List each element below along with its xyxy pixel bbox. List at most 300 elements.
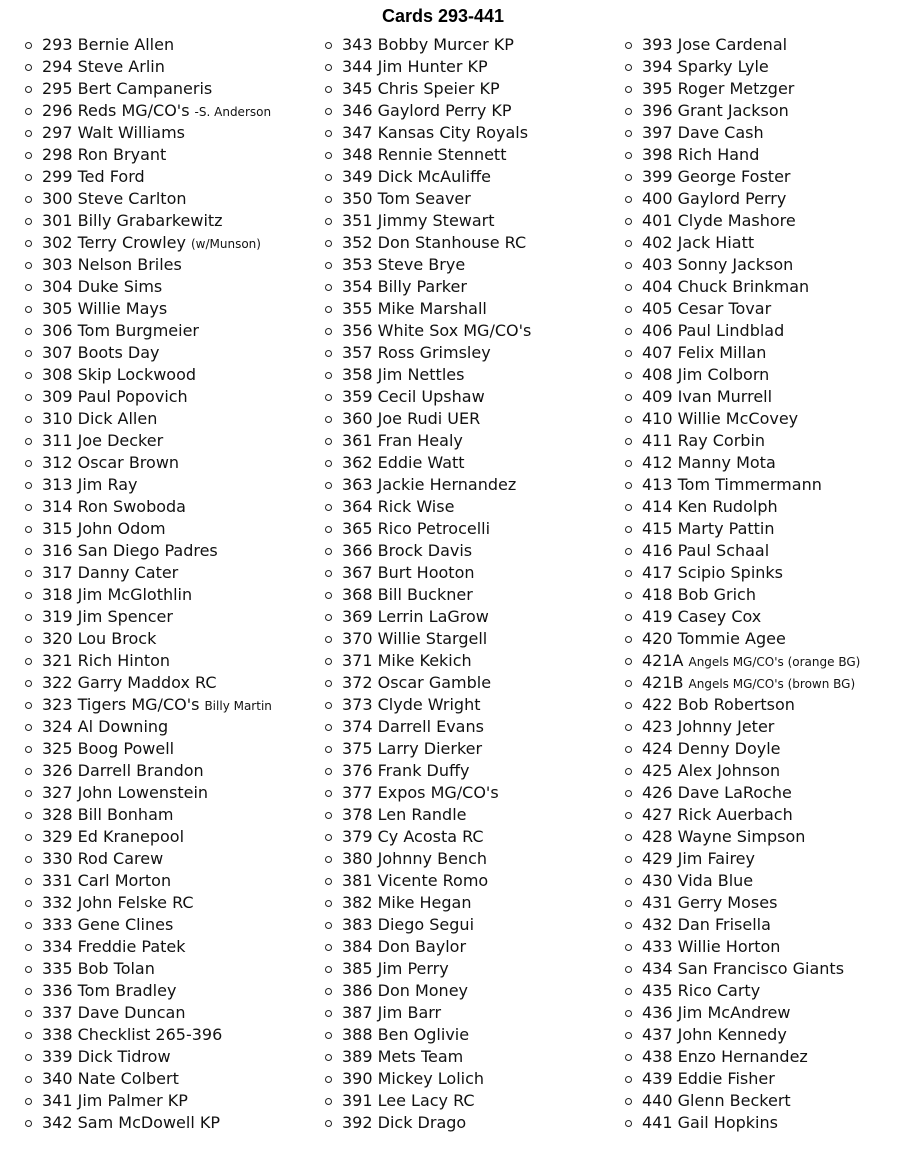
circle-bullet-icon	[625, 922, 632, 929]
card-label: 381 Vicente Romo	[342, 871, 489, 890]
card-label: 323 Tigers MG/CO's	[42, 695, 200, 714]
circle-bullet-icon	[625, 1032, 632, 1039]
card-note: Angels MG/CO's (orange BG)	[688, 655, 861, 669]
circle-bullet-icon	[625, 878, 632, 885]
card-list-item	[622, 430, 860, 452]
card-list-item	[22, 540, 272, 562]
circle-bullet-icon	[25, 64, 32, 71]
card-label: 344 Jim Hunter KP	[342, 57, 488, 76]
card-label: 321 Rich Hinton	[42, 651, 171, 670]
circle-bullet-icon	[25, 460, 32, 467]
card-list-item	[22, 650, 272, 672]
circle-bullet-icon	[625, 790, 632, 797]
circle-bullet-icon	[325, 988, 332, 995]
card-label: 362 Eddie Watt	[342, 453, 465, 472]
card-list-item	[322, 386, 531, 408]
card-list-item	[322, 408, 531, 430]
card-label: 335 Bob Tolan	[42, 959, 155, 978]
circle-bullet-icon	[625, 152, 632, 159]
circle-bullet-icon	[325, 504, 332, 511]
circle-bullet-icon	[625, 328, 632, 335]
circle-bullet-icon	[325, 1098, 332, 1105]
card-list-item	[22, 760, 272, 782]
circle-bullet-icon	[625, 86, 632, 93]
circle-bullet-icon	[625, 1010, 632, 1017]
card-label: 391 Lee Lacy RC	[342, 1091, 475, 1110]
card-label: 388 Ben Oglivie	[342, 1025, 470, 1044]
circle-bullet-icon	[325, 878, 332, 885]
card-list-column-2	[322, 34, 531, 1134]
card-label: 352 Don Stanhouse RC	[342, 233, 527, 252]
card-label: 348 Rennie Stennett	[342, 145, 507, 164]
card-label: 307 Boots Day	[42, 343, 160, 362]
card-list-item	[322, 430, 531, 452]
circle-bullet-icon	[625, 284, 632, 291]
card-list-item	[22, 342, 272, 364]
circle-bullet-icon	[625, 944, 632, 951]
circle-bullet-icon	[25, 174, 32, 181]
card-label: 396 Grant Jackson	[642, 101, 789, 120]
card-label: 353 Steve Brye	[342, 255, 466, 274]
card-label: 421B	[642, 673, 684, 692]
card-list-item	[622, 210, 860, 232]
card-list-item	[22, 298, 272, 320]
circle-bullet-icon	[625, 724, 632, 731]
circle-bullet-icon	[625, 42, 632, 49]
card-list-item	[322, 78, 531, 100]
circle-bullet-icon	[25, 1032, 32, 1039]
card-list-item	[622, 716, 860, 738]
card-list-item	[622, 826, 860, 848]
card-list-item	[22, 78, 272, 100]
card-list-item	[322, 782, 531, 804]
card-label: 320 Lou Brock	[42, 629, 157, 648]
card-label: 314 Ron Swoboda	[42, 497, 186, 516]
card-label: 351 Jimmy Stewart	[342, 211, 495, 230]
card-label: 303 Nelson Briles	[42, 255, 182, 274]
card-list-item	[22, 122, 272, 144]
circle-bullet-icon	[25, 1120, 32, 1127]
card-list-item	[22, 320, 272, 342]
circle-bullet-icon	[625, 504, 632, 511]
card-label: 318 Jim McGlothlin	[42, 585, 193, 604]
card-list-item	[22, 56, 272, 78]
circle-bullet-icon	[625, 548, 632, 555]
circle-bullet-icon	[25, 944, 32, 951]
card-list-item	[622, 1046, 860, 1068]
circle-bullet-icon	[25, 900, 32, 907]
card-list-item	[322, 232, 531, 254]
circle-bullet-icon	[25, 966, 32, 973]
card-label: 364 Rick Wise	[342, 497, 455, 516]
card-label: 433 Willie Horton	[642, 937, 781, 956]
card-label: 438 Enzo Hernandez	[642, 1047, 808, 1066]
circle-bullet-icon	[325, 680, 332, 687]
circle-bullet-icon	[625, 64, 632, 71]
card-list-item	[22, 430, 272, 452]
circle-bullet-icon	[25, 680, 32, 687]
circle-bullet-icon	[325, 570, 332, 577]
card-list-item	[22, 804, 272, 826]
circle-bullet-icon	[325, 636, 332, 643]
card-label: 296 Reds MG/CO's	[42, 101, 190, 120]
card-label: 419 Casey Cox	[642, 607, 762, 626]
circle-bullet-icon	[25, 108, 32, 115]
card-label: 437 John Kennedy	[642, 1025, 787, 1044]
circle-bullet-icon	[625, 636, 632, 643]
card-label: 398 Rich Hand	[642, 145, 760, 164]
card-label: 392 Dick Drago	[342, 1113, 467, 1132]
card-list-item	[622, 232, 860, 254]
circle-bullet-icon	[625, 966, 632, 973]
circle-bullet-icon	[25, 658, 32, 665]
circle-bullet-icon	[325, 262, 332, 269]
card-label: 295 Bert Campaneris	[42, 79, 213, 98]
card-list-item	[322, 122, 531, 144]
card-label: 413 Tom Timmermann	[642, 475, 822, 494]
card-list-item	[22, 474, 272, 496]
circle-bullet-icon	[625, 900, 632, 907]
card-label: 426 Dave LaRoche	[642, 783, 792, 802]
circle-bullet-icon	[25, 790, 32, 797]
circle-bullet-icon	[325, 900, 332, 907]
circle-bullet-icon	[325, 790, 332, 797]
card-list-item	[622, 1068, 860, 1090]
card-list-item	[22, 892, 272, 914]
circle-bullet-icon	[625, 416, 632, 423]
circle-bullet-icon	[325, 240, 332, 247]
card-label: 403 Sonny Jackson	[642, 255, 794, 274]
card-label: 317 Danny Cater	[42, 563, 179, 582]
circle-bullet-icon	[625, 812, 632, 819]
card-list-item	[22, 100, 272, 122]
card-label: 328 Bill Bonham	[42, 805, 174, 824]
card-label: 310 Dick Allen	[42, 409, 158, 428]
card-label: 389 Mets Team	[342, 1047, 464, 1066]
card-list-item	[622, 342, 860, 364]
circle-bullet-icon	[325, 64, 332, 71]
circle-bullet-icon	[325, 834, 332, 841]
circle-bullet-icon	[25, 504, 32, 511]
card-list-item	[322, 672, 531, 694]
card-label: 309 Paul Popovich	[42, 387, 188, 406]
card-list-item	[22, 34, 272, 56]
circle-bullet-icon	[25, 372, 32, 379]
circle-bullet-icon	[325, 1120, 332, 1127]
circle-bullet-icon	[625, 570, 632, 577]
card-list-item	[622, 628, 860, 650]
card-list-item	[322, 562, 531, 584]
card-list-item	[322, 56, 531, 78]
card-list-item	[622, 672, 860, 694]
card-label: 330 Rod Carew	[42, 849, 164, 868]
card-list-item	[22, 518, 272, 540]
card-list-item	[22, 848, 272, 870]
circle-bullet-icon	[625, 460, 632, 467]
card-list-item	[622, 144, 860, 166]
card-list-item	[622, 936, 860, 958]
card-list-column-1	[22, 34, 272, 1134]
card-label: 359 Cecil Upshaw	[342, 387, 485, 406]
card-label: 421A	[642, 651, 684, 670]
card-list-item	[322, 694, 531, 716]
card-label: 298 Ron Bryant	[42, 145, 167, 164]
card-label: 440 Glenn Beckert	[642, 1091, 791, 1110]
circle-bullet-icon	[25, 152, 32, 159]
card-label: 436 Jim McAndrew	[642, 1003, 791, 1022]
card-list-item	[622, 958, 860, 980]
card-list-item	[622, 980, 860, 1002]
card-label: 390 Mickey Lolich	[342, 1069, 485, 1088]
card-list-item	[622, 386, 860, 408]
card-list-item	[22, 672, 272, 694]
card-label: 336 Tom Bradley	[42, 981, 177, 1000]
card-list-item	[22, 936, 272, 958]
card-list-item	[22, 1002, 272, 1024]
card-list-item	[322, 1068, 531, 1090]
circle-bullet-icon	[25, 746, 32, 753]
card-list-item	[322, 936, 531, 958]
card-list-item	[322, 870, 531, 892]
card-list-item	[622, 694, 860, 716]
circle-bullet-icon	[25, 86, 32, 93]
card-list-item	[322, 826, 531, 848]
card-list-item	[22, 584, 272, 606]
card-label: 428 Wayne Simpson	[642, 827, 806, 846]
circle-bullet-icon	[325, 856, 332, 863]
circle-bullet-icon	[325, 174, 332, 181]
card-list-item	[622, 78, 860, 100]
circle-bullet-icon	[25, 1054, 32, 1061]
circle-bullet-icon	[25, 350, 32, 357]
card-list-item	[622, 650, 860, 672]
card-label: 383 Diego Segui	[342, 915, 475, 934]
card-list-item	[622, 254, 860, 276]
card-label: 329 Ed Kranepool	[42, 827, 185, 846]
circle-bullet-icon	[625, 856, 632, 863]
card-list-item	[622, 782, 860, 804]
card-list-item	[322, 848, 531, 870]
circle-bullet-icon	[325, 130, 332, 137]
card-list-item	[22, 1046, 272, 1068]
card-list-item	[322, 276, 531, 298]
card-label: 315 John Odom	[42, 519, 166, 538]
page-title: Cards 293-441	[381, 6, 505, 26]
circle-bullet-icon	[25, 482, 32, 489]
card-list-item	[322, 452, 531, 474]
card-label: 372 Oscar Gamble	[342, 673, 492, 692]
card-list-item	[622, 56, 860, 78]
card-label: 410 Willie McCovey	[642, 409, 799, 428]
card-list-item	[622, 408, 860, 430]
card-label: 357 Ross Grimsley	[342, 343, 491, 362]
circle-bullet-icon	[625, 1098, 632, 1105]
circle-bullet-icon	[325, 438, 332, 445]
card-list-item	[322, 1090, 531, 1112]
card-note: (w/Munson)	[190, 237, 261, 251]
card-note: Angels MG/CO's (brown BG)	[688, 677, 856, 691]
card-list-item	[622, 452, 860, 474]
card-list-item	[322, 540, 531, 562]
card-label: 338 Checklist 265-396	[42, 1025, 223, 1044]
circle-bullet-icon	[25, 526, 32, 533]
card-label: 349 Dick McAuliffe	[342, 167, 491, 186]
circle-bullet-icon	[25, 812, 32, 819]
circle-bullet-icon	[25, 768, 32, 775]
circle-bullet-icon	[625, 438, 632, 445]
circle-bullet-icon	[625, 306, 632, 313]
card-label: 324 Al Downing	[42, 717, 169, 736]
card-list-item	[622, 496, 860, 518]
card-list-item	[622, 540, 860, 562]
card-label: 405 Cesar Tovar	[642, 299, 772, 318]
card-list-item	[22, 628, 272, 650]
circle-bullet-icon	[325, 1032, 332, 1039]
card-label: 439 Eddie Fisher	[642, 1069, 775, 1088]
circle-bullet-icon	[325, 306, 332, 313]
card-label: 393 Jose Cardenal	[642, 35, 788, 54]
circle-bullet-icon	[25, 306, 32, 313]
card-list-item	[22, 1090, 272, 1112]
card-label: 385 Jim Perry	[342, 959, 449, 978]
card-list-item	[622, 474, 860, 496]
circle-bullet-icon	[625, 218, 632, 225]
card-list-item	[322, 1002, 531, 1024]
card-list-item	[622, 584, 860, 606]
card-label: 402 Jack Hiatt	[642, 233, 755, 252]
card-list-item	[22, 606, 272, 628]
card-list-item	[22, 782, 272, 804]
circle-bullet-icon	[325, 724, 332, 731]
card-label: 411 Ray Corbin	[642, 431, 766, 450]
card-list-item	[22, 914, 272, 936]
card-label: 305 Willie Mays	[42, 299, 168, 318]
circle-bullet-icon	[25, 1098, 32, 1105]
circle-bullet-icon	[325, 218, 332, 225]
card-list-item	[22, 496, 272, 518]
card-label: 367 Burt Hooton	[342, 563, 475, 582]
card-label: 377 Expos MG/CO's	[342, 783, 499, 802]
card-list-item	[322, 320, 531, 342]
circle-bullet-icon	[625, 372, 632, 379]
card-label: 312 Oscar Brown	[42, 453, 180, 472]
card-label: 299 Ted Ford	[42, 167, 145, 186]
card-label: 354 Billy Parker	[342, 277, 467, 296]
card-label: 432 Dan Frisella	[642, 915, 771, 934]
card-list-item	[322, 584, 531, 606]
card-list-item	[622, 606, 860, 628]
card-label: 387 Jim Barr	[342, 1003, 442, 1022]
card-list-item	[22, 408, 272, 430]
card-list-item	[622, 1002, 860, 1024]
card-list-item	[22, 276, 272, 298]
card-list-item	[622, 364, 860, 386]
circle-bullet-icon	[325, 812, 332, 819]
card-label: 360 Joe Rudi UER	[342, 409, 481, 428]
circle-bullet-icon	[325, 966, 332, 973]
card-list-item	[322, 364, 531, 386]
card-label: 339 Dick Tidrow	[42, 1047, 171, 1066]
circle-bullet-icon	[625, 262, 632, 269]
card-label: 341 Jim Palmer KP	[42, 1091, 188, 1110]
card-list-item	[622, 188, 860, 210]
card-label: 417 Scipio Spinks	[642, 563, 783, 582]
circle-bullet-icon	[625, 350, 632, 357]
card-list-item	[322, 1046, 531, 1068]
circle-bullet-icon	[325, 922, 332, 929]
circle-bullet-icon	[625, 108, 632, 115]
circle-bullet-icon	[325, 614, 332, 621]
circle-bullet-icon	[325, 394, 332, 401]
card-label: 358 Jim Nettles	[342, 365, 465, 384]
card-label: 415 Marty Pattin	[642, 519, 775, 538]
card-label: 400 Gaylord Perry	[642, 189, 787, 208]
card-list-item	[322, 606, 531, 628]
card-label: 368 Bill Buckner	[342, 585, 473, 604]
card-label: 404 Chuck Brinkman	[642, 277, 810, 296]
circle-bullet-icon	[325, 1010, 332, 1017]
card-list-item	[622, 276, 860, 298]
card-list-item	[622, 1024, 860, 1046]
card-label: 374 Darrell Evans	[342, 717, 484, 736]
card-label: 376 Frank Duffy	[342, 761, 470, 780]
card-label: 424 Denny Doyle	[642, 739, 781, 758]
circle-bullet-icon	[25, 570, 32, 577]
card-list-item	[322, 1024, 531, 1046]
card-label: 308 Skip Lockwood	[42, 365, 197, 384]
card-label: 425 Alex Johnson	[642, 761, 781, 780]
circle-bullet-icon	[325, 284, 332, 291]
card-label: 356 White Sox MG/CO's	[342, 321, 532, 340]
circle-bullet-icon	[625, 988, 632, 995]
card-label: 343 Bobby Murcer KP	[342, 35, 514, 54]
card-label: 429 Jim Fairey	[642, 849, 755, 868]
card-label: 408 Jim Colborn	[642, 365, 770, 384]
card-label: 395 Roger Metzger	[642, 79, 795, 98]
circle-bullet-icon	[325, 86, 332, 93]
card-label: 435 Rico Carty	[642, 981, 761, 1000]
card-label: 441 Gail Hopkins	[642, 1113, 778, 1132]
card-list-item	[622, 562, 860, 584]
card-note: Billy Martin	[204, 699, 272, 713]
card-list-item	[622, 892, 860, 914]
card-label: 434 San Francisco Giants	[642, 959, 845, 978]
card-label: 420 Tommie Agee	[642, 629, 786, 648]
card-list-item	[22, 144, 272, 166]
card-list-item	[322, 166, 531, 188]
card-label: 325 Boog Powell	[42, 739, 175, 758]
card-label: 327 John Lowenstein	[42, 783, 209, 802]
card-label: 407 Felix Millan	[642, 343, 767, 362]
card-label: 319 Jim Spencer	[42, 607, 173, 626]
card-label: 397 Dave Cash	[642, 123, 764, 142]
circle-bullet-icon	[625, 526, 632, 533]
circle-bullet-icon	[325, 658, 332, 665]
circle-bullet-icon	[25, 328, 32, 335]
circle-bullet-icon	[625, 768, 632, 775]
circle-bullet-icon	[25, 856, 32, 863]
card-list-item	[322, 980, 531, 1002]
card-label: 297 Walt Williams	[42, 123, 186, 142]
circle-bullet-icon	[25, 130, 32, 137]
card-label: 366 Brock Davis	[342, 541, 473, 560]
card-label: 334 Freddie Patek	[42, 937, 186, 956]
card-label: 333 Gene Clines	[42, 915, 174, 934]
card-label: 394 Sparky Lyle	[642, 57, 769, 76]
card-list-item	[322, 188, 531, 210]
circle-bullet-icon	[25, 878, 32, 885]
card-list-item	[622, 518, 860, 540]
